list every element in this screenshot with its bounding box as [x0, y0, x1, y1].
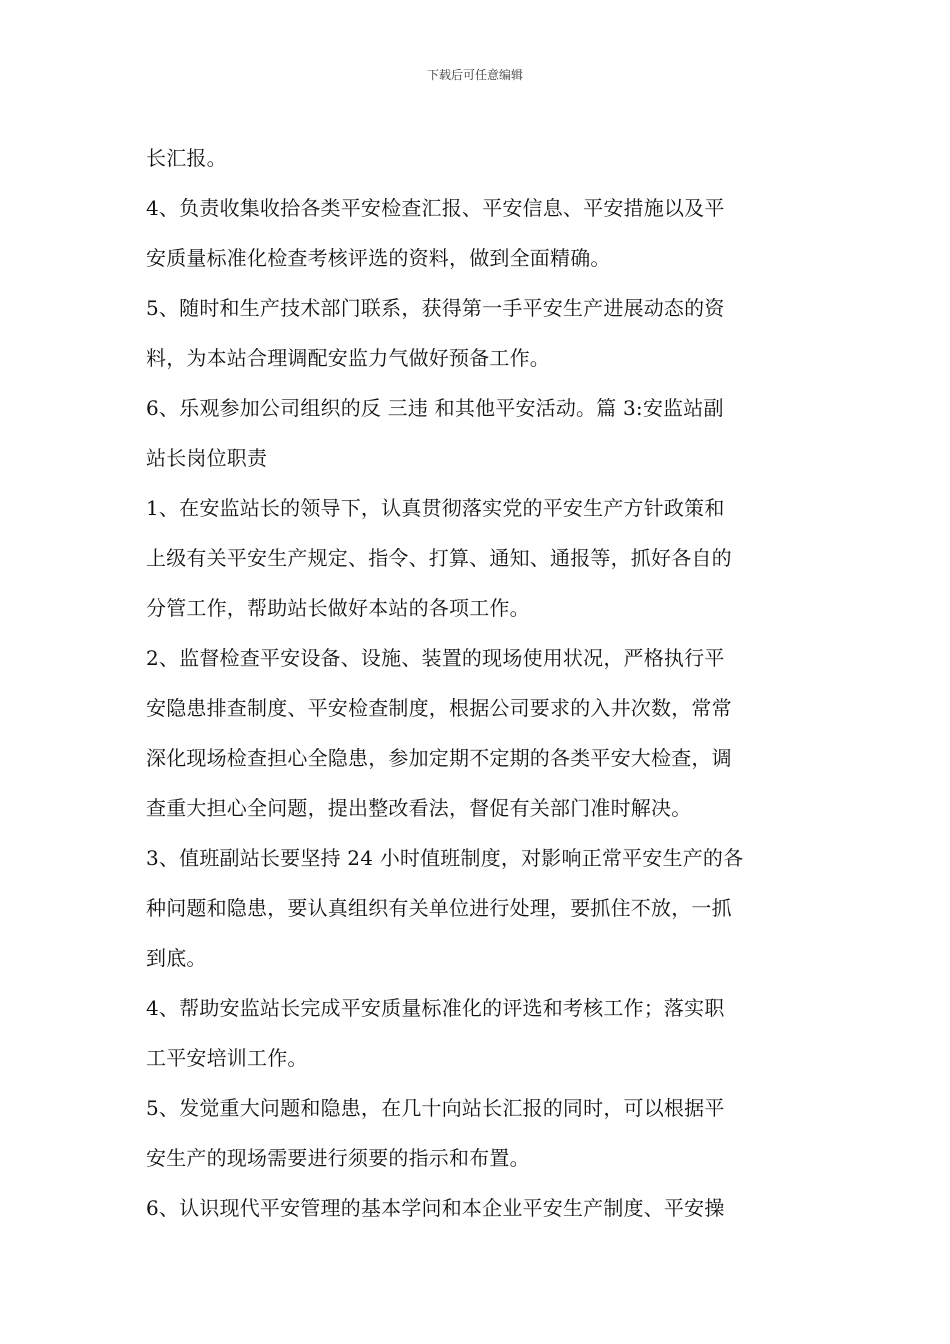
text-line: 1、在安监站长的领导下，认真贯彻落实党的平安生产方针政策和: [146, 496, 725, 520]
text-line: 种问题和隐患，要认真组织有关单位进行处理，要抓住不放，一抓: [146, 896, 732, 920]
text-line: 料，为本站合理调配安监力气做好预备工作。: [146, 346, 550, 370]
text-line: 2、监督检查平安设备、设施、装置的现场使用状况，严格执行平: [146, 646, 725, 670]
page-header: 下载后可任意编辑: [426, 68, 523, 82]
text-line: 6、乐观参加公司组织的反 三违 和其他平安活动。篇 3:安监站副: [146, 396, 724, 420]
text-line: 深化现场检查担心全隐患，参加定期不定期的各类平安大检查，调: [146, 746, 732, 770]
text-line: 4、负责收集收拾各类平安检查汇报、平安信息、平安措施以及平: [146, 196, 725, 220]
text-line: 上级有关平安生产规定、指令、打算、通知、通报等，抓好各自的: [146, 546, 732, 570]
text-line: 到底。: [146, 946, 207, 970]
text-line: 站长岗位职责: [146, 446, 268, 470]
text-line: 安生产的现场需要进行须要的指示和布置。: [146, 1146, 530, 1170]
text-line: 长汇报。: [146, 146, 227, 170]
text-line: 工平安培训工作。: [146, 1046, 308, 1070]
text-line: 6、认识现代平安管理的基本学问和本企业平安生产制度、平安操: [146, 1196, 725, 1220]
text-line: 安隐患排查制度、平安检查制度，根据公司要求的入井次数，常常: [146, 696, 732, 720]
document-body: [146, 133, 808, 1233]
text-line: 安质量标准化检查考核评选的资料，做到全面精确。: [146, 246, 611, 270]
text-line: 分管工作，帮助站长做好本站的各项工作。: [146, 596, 530, 620]
text-line: 查重大担心全问题，提出整改看法，督促有关部门准时解决。: [146, 796, 692, 820]
text-line: 4、帮助安监站长完成平安质量标准化的评选和考核工作；落实职: [146, 996, 725, 1020]
text-line: 3、值班副站长要坚持 24 小时值班制度，对影响正常平安生产的各: [146, 846, 744, 870]
text-line: 5、发觉重大问题和隐患，在几十向站长汇报的同时，可以根据平: [146, 1096, 725, 1120]
text-line: 5、随时和生产技术部门联系，获得第一手平安生产进展动态的资: [146, 296, 725, 320]
